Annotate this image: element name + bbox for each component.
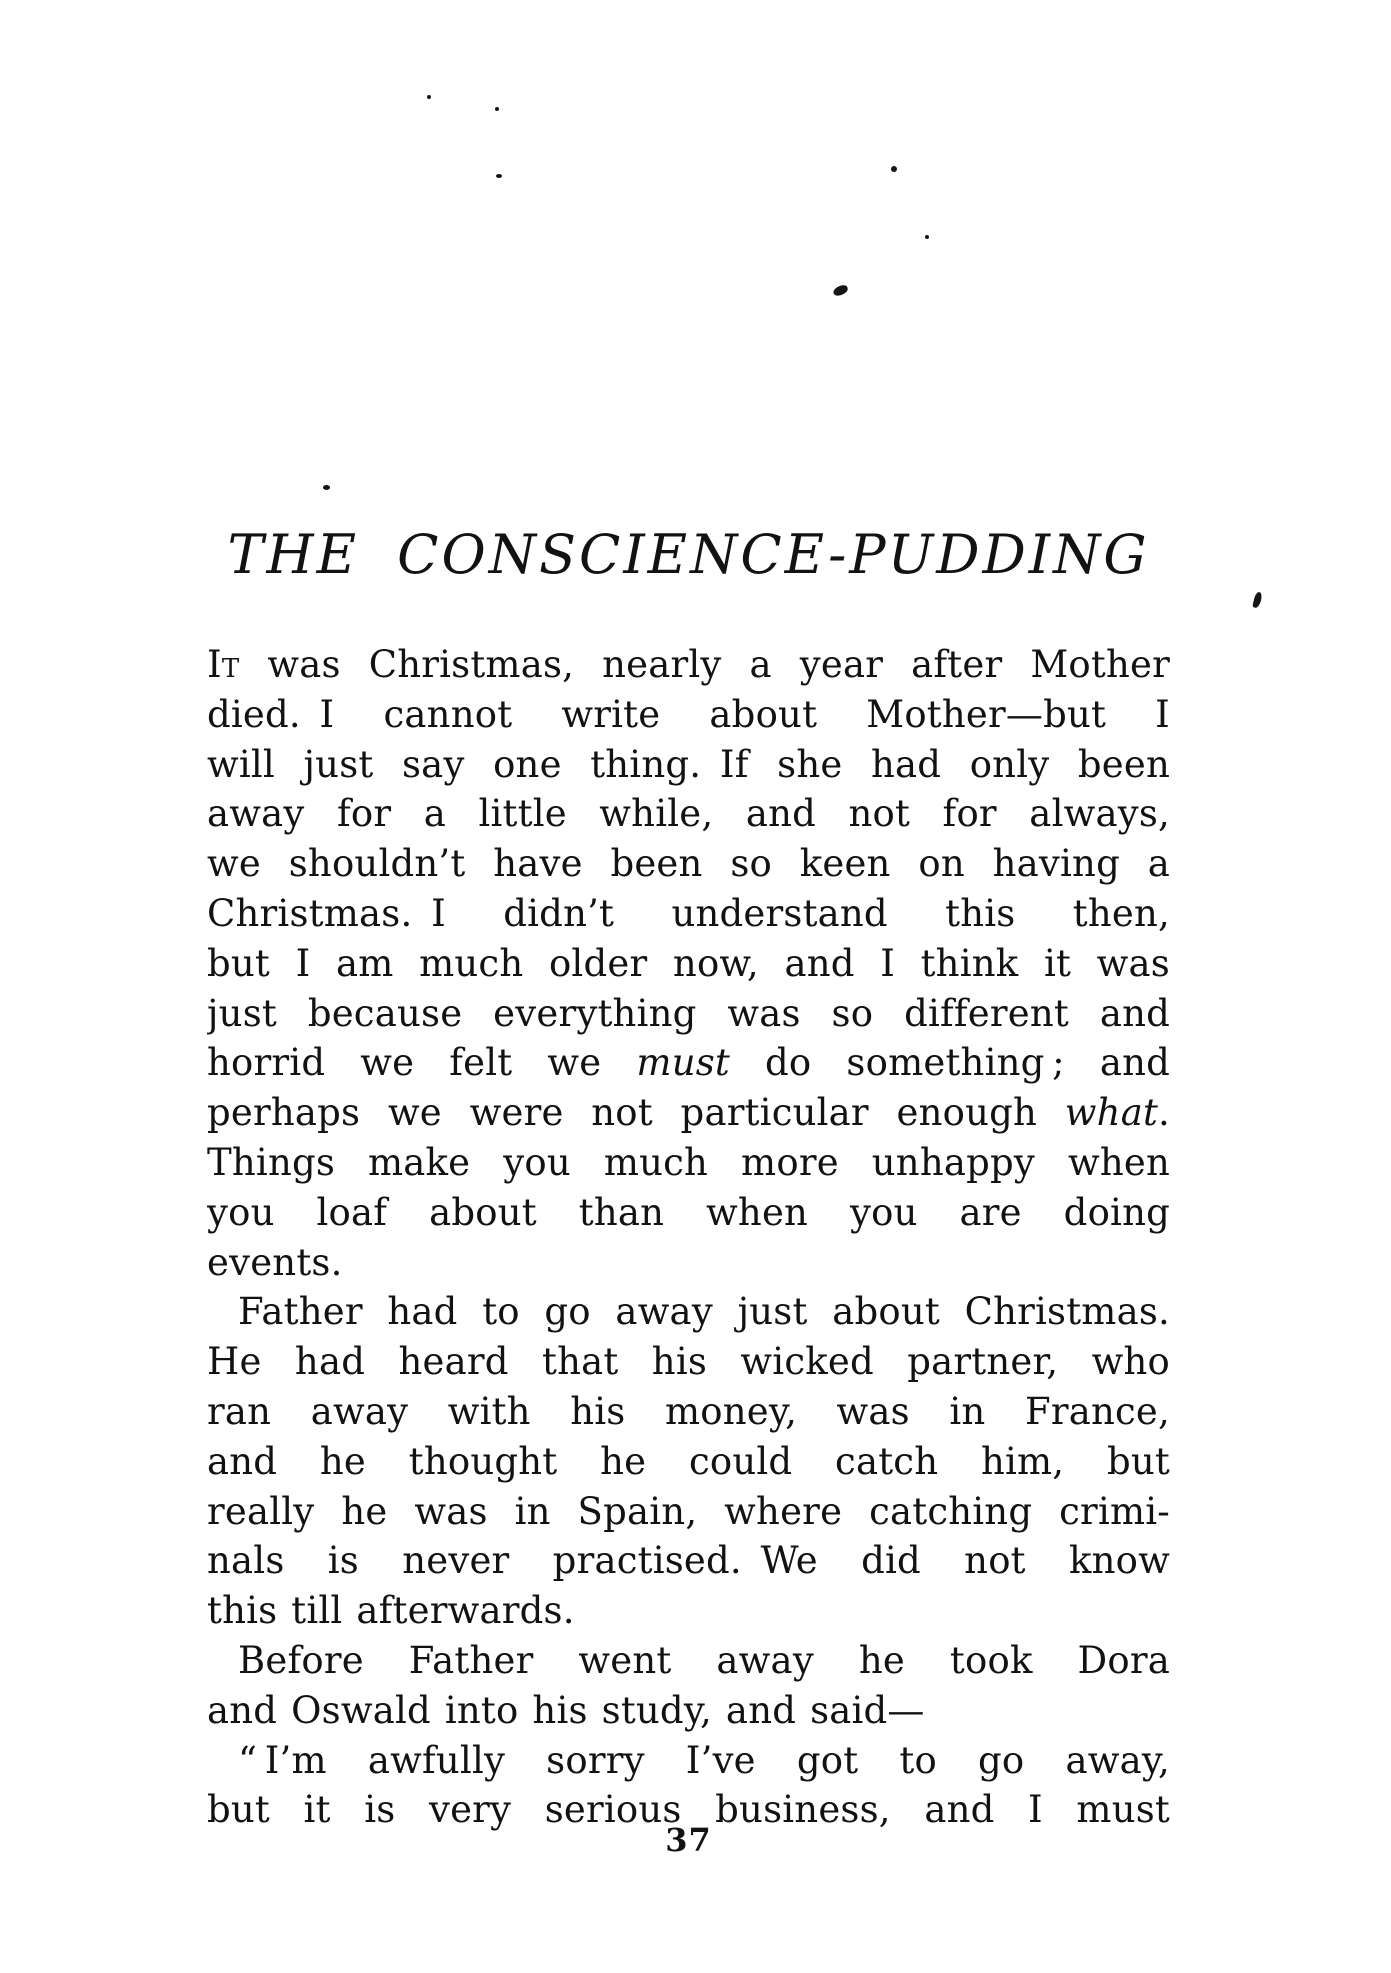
text-segment: Christmas. I didn’t understand this then, [207,891,1170,935]
text-line [207,1387,1170,1437]
text-line [207,789,1170,839]
body-text [207,640,1170,1835]
text-line [207,1536,1170,1586]
text-line [207,889,1170,939]
text-segment: what [1064,1091,1159,1135]
text-line [207,989,1170,1039]
text-segment: . [1158,1091,1170,1135]
text-segment: really he was in Spain, where catching crimi- [207,1489,1170,1533]
scan-speck [495,107,499,111]
scan-speck [891,166,897,172]
text-segment: but I am much older now, and I think it was [207,941,1170,985]
text-line [207,740,1170,790]
text-line [207,690,1170,740]
text-segment: “ I’m awfully sorry I’ve got to go away, [238,1738,1170,1782]
text-segment: horrid we felt we [207,1041,637,1085]
text-line [207,1337,1170,1387]
text-line [207,1487,1170,1537]
text-segment: Father had to go away just about Christmas. [238,1290,1170,1334]
text-segment: He had heard that his wicked partner, who [207,1340,1170,1384]
text-segment: you loaf about than when you are doing [207,1190,1170,1234]
text-segment: perhaps we were not particular enough [207,1091,1065,1135]
text-line [207,1038,1170,1088]
text-segment: died. I cannot write about Mother—but I [207,692,1170,736]
text-line [207,1586,1170,1636]
text-line [207,1636,1170,1686]
text-line [207,640,1170,690]
text-line [207,1437,1170,1487]
text-segment: away for a little while, and not for always, [207,792,1170,836]
text-line [207,1188,1170,1238]
text-segment: this till afterwards. [207,1589,575,1633]
text-segment: do something ; and [729,1041,1170,1085]
page-number: 37 [665,1821,712,1859]
text-segment: Things make you much more unhappy when [207,1140,1170,1184]
text-segment: ran away with his money, was in France, [207,1389,1170,1433]
scan-speck [925,235,929,239]
text-line [207,1088,1170,1138]
text-segment: just because everything was so different and [207,991,1170,1035]
text-segment: and Oswald into his study, and said— [207,1688,925,1732]
text-segment: Before Father went away he took Dora [238,1638,1170,1682]
text-segment: we shouldn’t have been so keen on having a [207,842,1170,886]
text-segment: was Christmas, nearly a year after Mother [239,643,1170,686]
text-line [207,939,1170,989]
text-segment: and he thought he could catch him, but [207,1439,1170,1483]
scan-speck [323,485,330,490]
text-segment: It [207,643,240,686]
text-line [207,1686,1170,1736]
scan-speck [832,284,849,297]
text-line [207,839,1170,889]
text-segment: events. [207,1240,343,1284]
text-segment: but it is very serious business, and I must [207,1788,1170,1832]
chapter-title: THE CONSCIENCE-PUDDING [227,523,1150,586]
text-segment: will just say one thing. If she had only been [207,742,1170,786]
scan-speck [1252,591,1263,608]
text-line [207,1238,1170,1288]
text-line [207,1736,1170,1786]
text-line [207,1138,1170,1188]
text-line [207,1287,1170,1337]
text-segment: must [636,1041,730,1085]
scan-speck [496,174,502,178]
scan-speck [427,95,431,99]
text-segment: nals is never practised. We did not know [207,1539,1170,1583]
